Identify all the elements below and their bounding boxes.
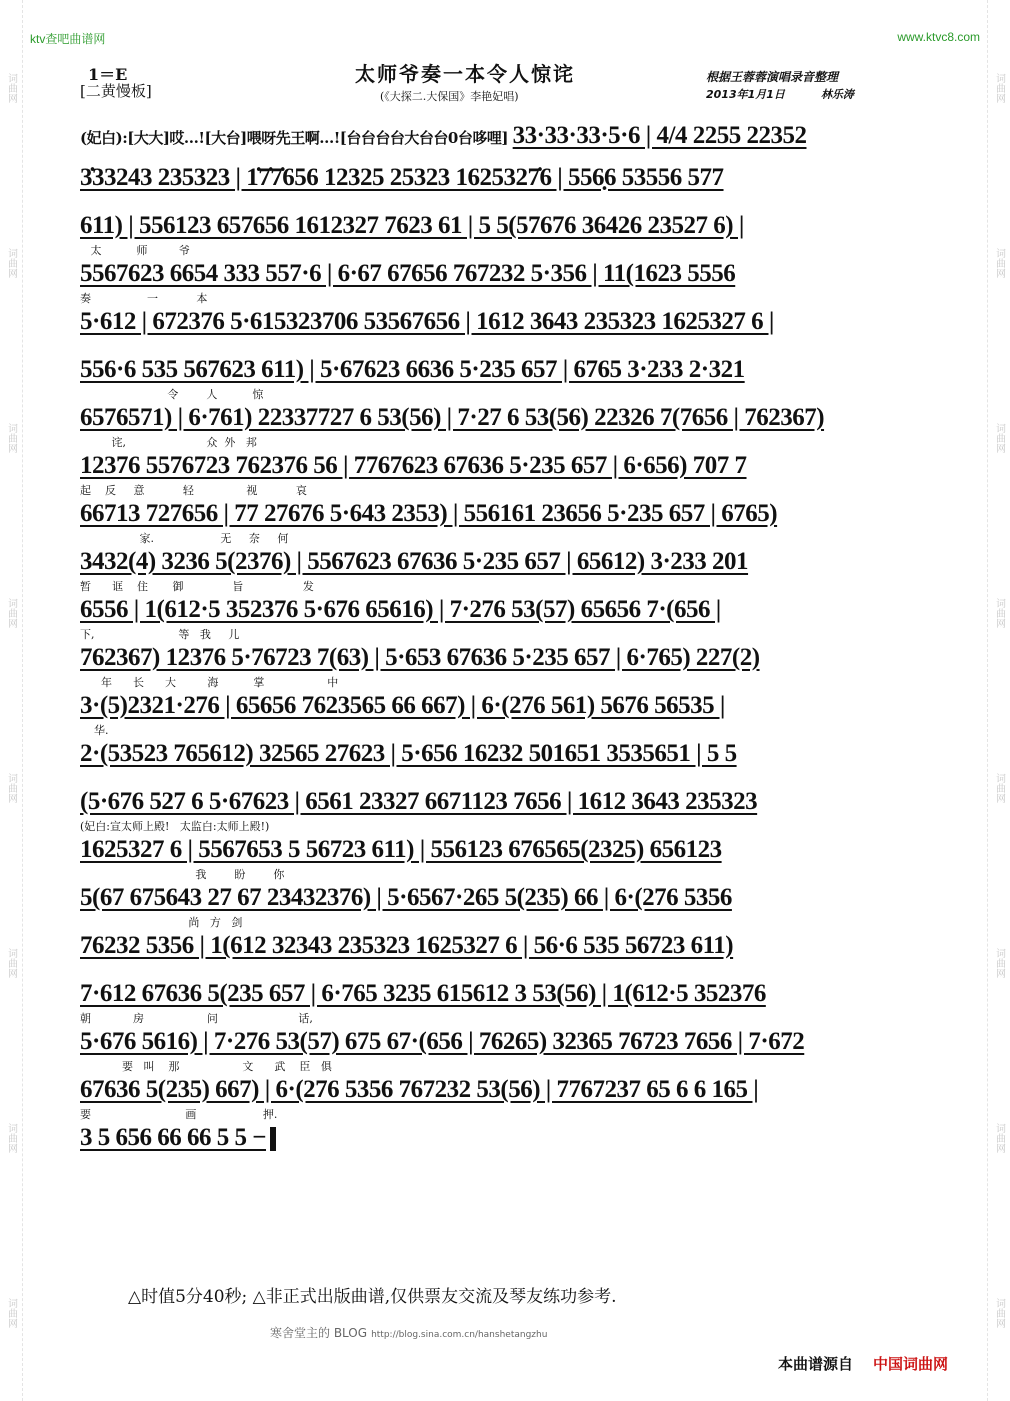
lyrics: 暂 诓 住 御 旨 发 [80, 580, 314, 593]
watermark-text: 词曲网 [5, 773, 17, 804]
watermark-text: 词曲网 [993, 1298, 1005, 1329]
blog-url: http://blog.sina.com.cn/hanshetangzhu [371, 1330, 548, 1340]
lyrics: 要 画 押. [80, 1108, 278, 1121]
top-left-watermark: ktv查吧曲谱网 [30, 32, 106, 46]
notation-notes: 556·6 535 567623 611) | 5·67623 6636 5·235 657 | 6765 3·233 2·321 [80, 356, 745, 383]
notation-row [80, 302, 935, 350]
notation-line [80, 1124, 276, 1152]
notation-notes: 3̇33243 235323 | 1̇7̇7̇656 12325 25323 1625327̇6 | 556̣6 53556 577 [80, 164, 724, 191]
watermark-text: 词曲网 [5, 597, 17, 628]
notation-row [80, 638, 935, 689]
notation-notes: 33·33·33·5·6 | 4/4 2255 22352 [512, 122, 807, 149]
notation-row [80, 110, 935, 158]
lyrics: 要 叫 那 文 武 臣 俱 [80, 1060, 332, 1073]
lyrics: 奏 一 本 [80, 292, 208, 305]
lyrics: (妃白:宣太师上殿! 太监白:太师上殿!) [80, 820, 270, 833]
notation-row [80, 878, 935, 929]
watermark-text: 词曲网 [5, 1123, 17, 1154]
credit-date: 2013年1月1日 [706, 88, 785, 101]
watermark-text: 词曲网 [993, 597, 1005, 628]
notation-row [80, 974, 935, 1025]
watermark-text: 词曲网 [5, 247, 17, 278]
credit-date-line [706, 86, 854, 102]
footer-note: △时值5分40秒; △非正式出版曲谱,仅供票友交流及琴友练功参考. [128, 1287, 617, 1307]
score-subtitle: (《大探二.大保国》李艳妃唱) [380, 90, 519, 103]
lyrics: 起 反 意 轻 视 哀 [80, 484, 307, 497]
lyrics: 诧, 众 外 邦 [80, 436, 257, 449]
notation-row [80, 206, 935, 257]
notation-notes: 3432(4) 3236 5(2376) | 5567623 67636 5·235 657 | 65612) 3·233 201 [80, 548, 749, 575]
notation-notes: 762367) 12376 5·76723 7(63) | 5·653 67636 5·235 657 | 6·765) 227(2) [80, 644, 760, 671]
notation-notes: 7·612 67636 5(235 657 | 6·765 3235 615612 3 53(56) | 1(612·5 352376 [80, 980, 766, 1007]
source-credit [778, 1353, 948, 1374]
credit-line: 根据王蓉蓉演唱录音整理 [706, 70, 839, 84]
notation-row [80, 446, 935, 497]
lyrics: 年 长 大 海 掌 中 [80, 676, 339, 689]
credit-name: 林乐涛 [820, 88, 854, 101]
notation-row [80, 590, 935, 641]
notation-row [80, 926, 935, 974]
notation-notes: 76232 5356 | 1(612 32343 235323 1625327 6 | 56·6 535 56723 611) [80, 932, 734, 959]
notation-row [80, 782, 935, 833]
top-right-watermark: www.ktvc8.com [897, 30, 980, 44]
notation-row [80, 158, 935, 206]
watermark-text: 词曲网 [993, 247, 1005, 278]
notation-line [80, 122, 806, 150]
notation-notes: 3·(5)2321·276 | 65656 7623565 66 667) | 6·(276 561) 5676 56535 | [80, 692, 725, 719]
notation-row [80, 398, 935, 449]
lyrics: 令 人 惊 [80, 388, 264, 401]
watermark-text: 词曲网 [993, 1123, 1005, 1154]
notation-body [80, 110, 935, 1260]
notation-notes: 5·676 5616) | 7·276 53(57) 675 67·(656 | 76265) 32365 76723 7656 | 7·672 [80, 1028, 805, 1055]
lyrics: 尚 方 剑 [80, 916, 243, 929]
notation-row [80, 830, 935, 881]
notation-notes: 5·612 | 672376 5·615323706 53567656 | 1612 3643 235323 1625327 6 | [80, 308, 774, 335]
notation-notes: 67636 5(235) 667) | 6·(276 5356 767232 53(56) | 7767237 65 6 6 165 | [80, 1076, 759, 1103]
notation-row [80, 1022, 935, 1073]
key-signature: 1＝E [88, 65, 128, 84]
lyrics: 朝 房 问 话, [80, 1012, 313, 1025]
blog-name: 寒舍堂主的 BLOG [270, 1326, 368, 1340]
notation-row [80, 254, 935, 305]
notation-notes: 5(67 675643 27 67 23432376) | 5·6567·265 5(235) 66 | 6·(276 5356 [80, 884, 732, 911]
notation-row [80, 350, 935, 401]
watermark-text: 词曲网 [993, 72, 1005, 103]
notation-notes: 3 5 656 66 66 5 5 − [80, 1124, 266, 1151]
notation-notes: (5·676 527 6 5·67623 | 6561 23327 6671123 7656 | 1612 3643 235323 [80, 788, 758, 815]
notation-row [80, 734, 935, 782]
side-watermark-right [987, 0, 1010, 1401]
watermark-text: 词曲网 [993, 422, 1005, 453]
notation-notes: 6576571) | 6·761) 22337727 6 53(56) | 7·27 6 53(56) 22326 7(7656 | 762367) [80, 404, 825, 431]
notation-notes: 611) | 556123 657656 1612327 7623 61 | 5 5(57676 36426 23527 6) | [80, 212, 744, 239]
watermark-text: 词曲网 [993, 773, 1005, 804]
lyrics: 太 师 爷 [80, 244, 190, 257]
notation-notes: 12376 5576723 762376 56 | 7767623 67636 5·235 657 | 6·656) 707 7 [80, 452, 747, 479]
mode-label: [二黄慢板] [80, 82, 152, 100]
notation-row [80, 1070, 935, 1121]
watermark-text: 词曲网 [5, 422, 17, 453]
watermark-text: 词曲网 [5, 72, 17, 103]
side-watermark-left [0, 0, 23, 1401]
notation-row [80, 686, 935, 737]
blog-credit [270, 1324, 547, 1341]
notation-row [80, 542, 935, 593]
final-barline [270, 1127, 276, 1151]
lyrics: 家. 无 奈 何 [80, 532, 289, 545]
notation-notes: 6556 | 1(612·5 352376 5·676 65616) | 7·276 53(57) 65656 7·(656 | [80, 596, 721, 623]
watermark-text: 词曲网 [5, 948, 17, 979]
notation-notes: 1625327 6 | 5567653 5 56723 611) | 556123 676565(2325) 656123 [80, 836, 722, 863]
notation-notes: 5567623 6654 333 557·6 | 6·67 67656 767232 5·356 | 11(1623 5556 [80, 260, 736, 287]
notation-notes: 66713 727656 | 77 27676 5·643 2353) | 556161 23656 5·235 657 | 6765) [80, 500, 778, 527]
lyrics: 我 盼 你 [80, 868, 285, 881]
watermark-text: 词曲网 [993, 948, 1005, 979]
source-label: 本曲谱源自 [778, 1355, 854, 1373]
notation-row [80, 494, 935, 545]
intro-text: (妃白):[大大]哎…![大台]喂呀先王啊…![台台台台大台台0台哆哩] [80, 129, 508, 147]
source-site: 中国词曲网 [873, 1355, 949, 1373]
watermark-text: 词曲网 [5, 1298, 17, 1329]
notation-notes: 2·(53523 765612) 32565 27623 | 5·656 16232 501651 3535651 | 5 5 [80, 740, 737, 767]
lyrics: 华. [80, 724, 109, 737]
lyrics: 下, 等 我 儿 [80, 628, 240, 641]
score-title: 太师爷奏一本令人惊诧 [355, 62, 575, 86]
notation-row [80, 1118, 935, 1166]
